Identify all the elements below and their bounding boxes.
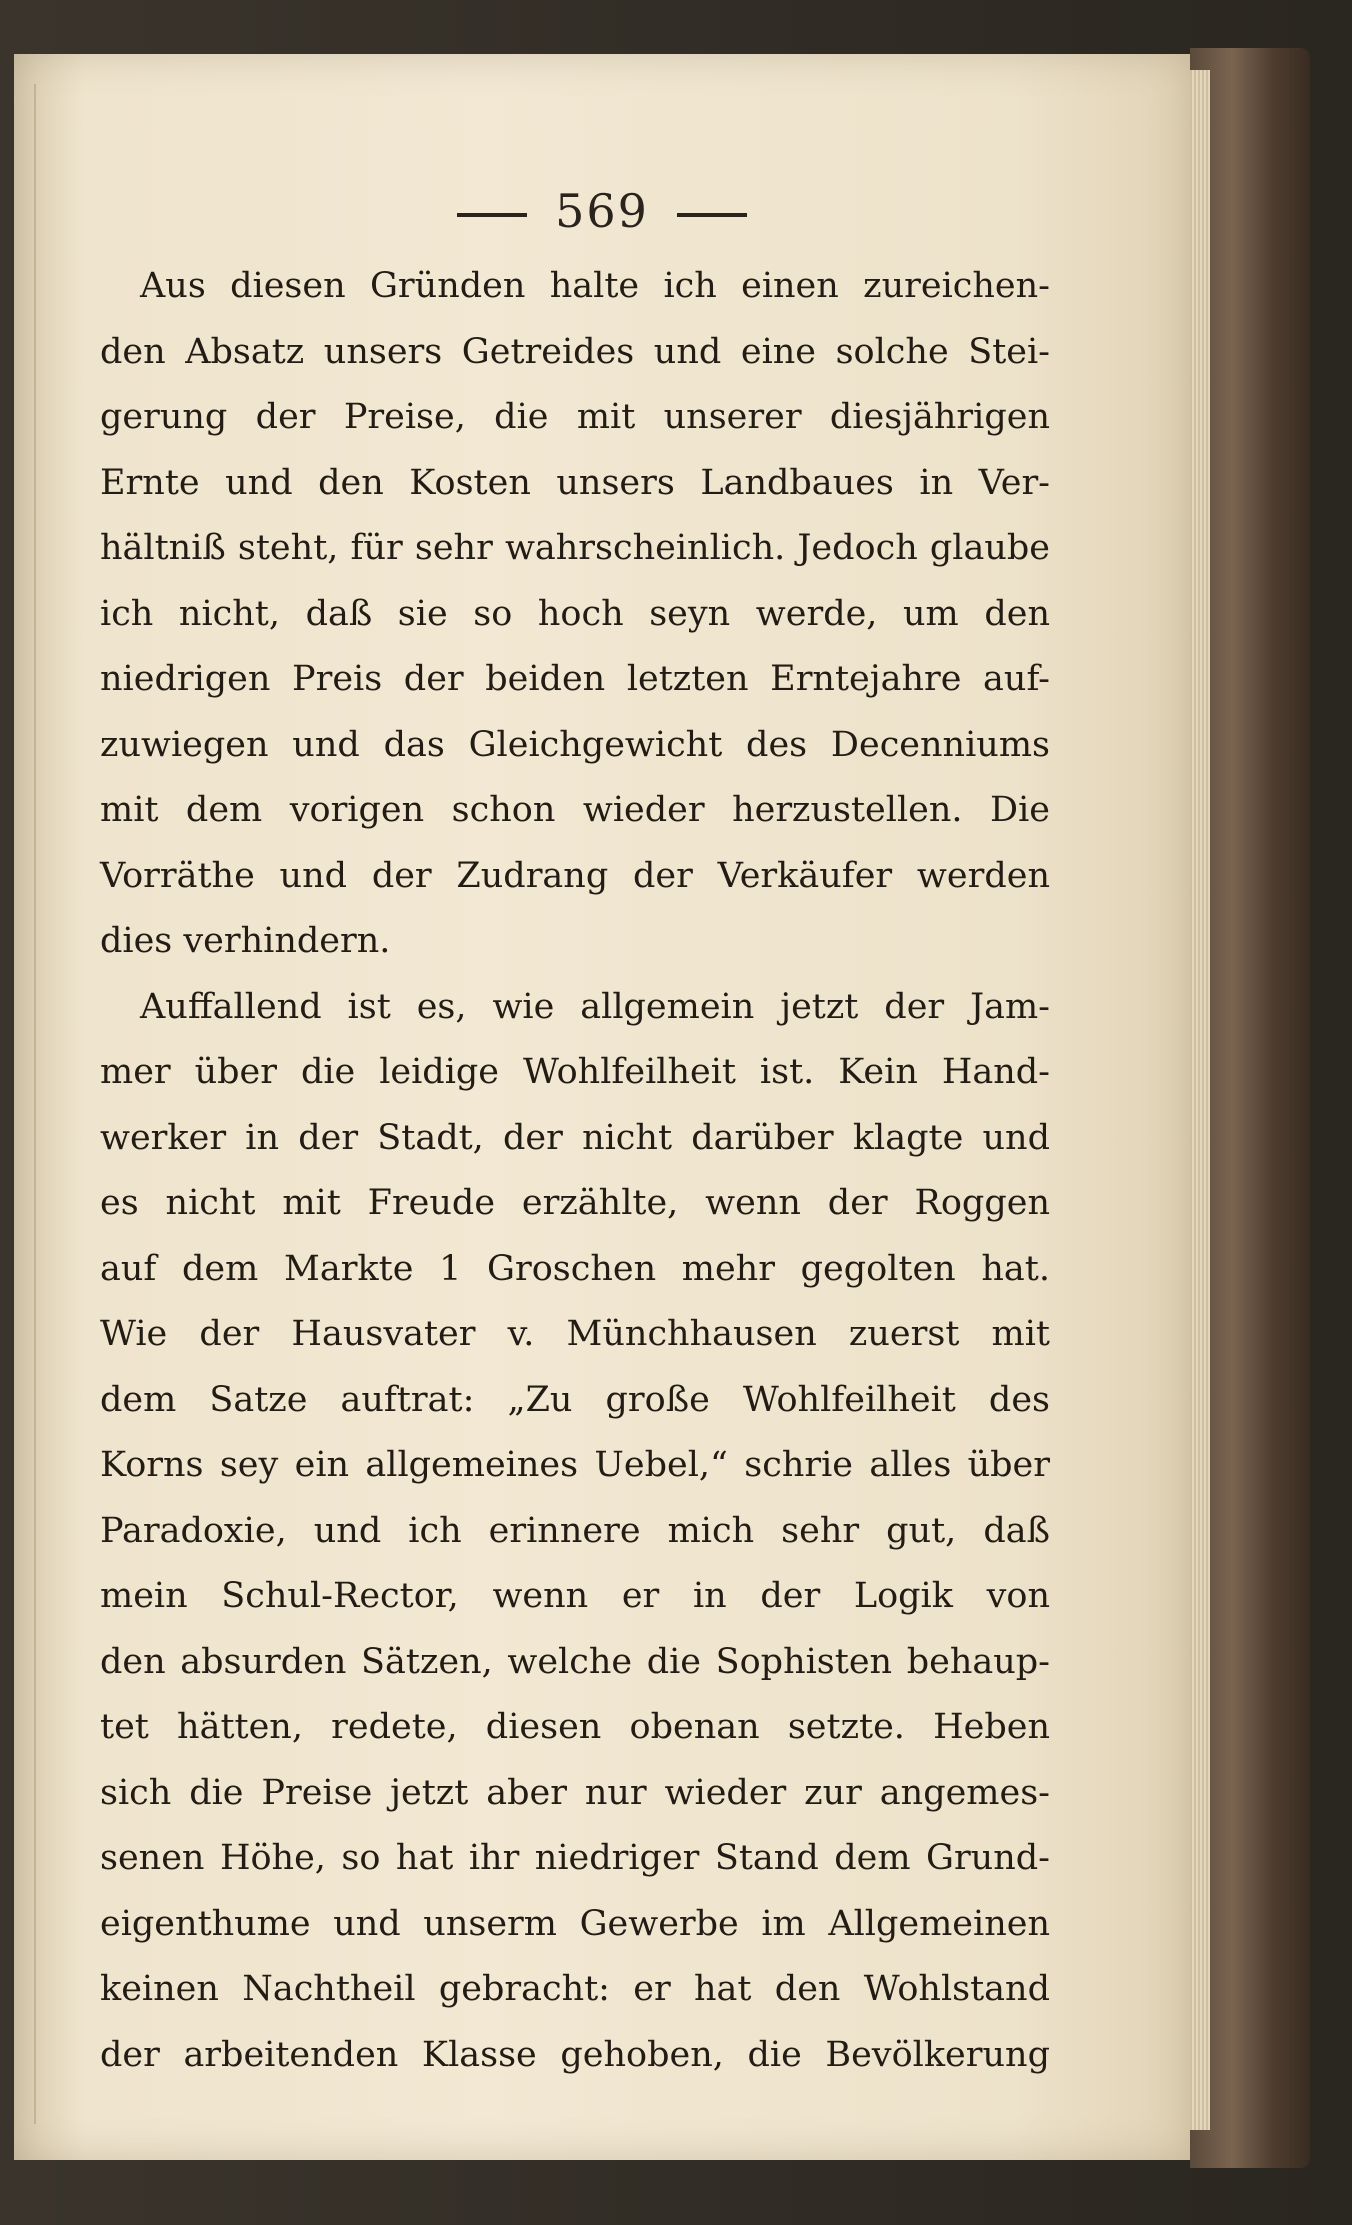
header-dash-left bbox=[457, 213, 527, 217]
text-line: keinen Nachtheil gebracht: er hat den Wohlstand bbox=[100, 1969, 1050, 2009]
header-dash-right bbox=[677, 213, 747, 217]
page-gutter bbox=[34, 84, 36, 2124]
text-line: Ernte und den Kosten unsers Landbaues in Ver- bbox=[100, 462, 1050, 503]
text-line: sich die Preise jetzt aber nur wieder zur angemes- bbox=[100, 1772, 1050, 1813]
text-line: ich nicht, daß sie so hoch seyn werde, um den bbox=[100, 593, 1050, 634]
book-page bbox=[14, 54, 1190, 2160]
text-line: dem Satze auftrat: „Zu große Wohlfeilheit des bbox=[100, 1379, 1050, 1420]
body-text bbox=[100, 254, 1050, 2088]
text-line: werker in der Stadt, der nicht darüber klagte und bbox=[100, 1117, 1050, 1158]
text-line: eigenthume und unserm Gewerbe im Allgemeinen bbox=[100, 1903, 1050, 1944]
text-line: senen Höhe, so hat ihr niedriger Stand dem Grund- bbox=[100, 1838, 1050, 1878]
text-line: Aus diesen Gründen halte ich einen zureichen- bbox=[140, 266, 1050, 306]
page-number: 569 bbox=[555, 184, 649, 238]
text-line: dies verhindern. bbox=[100, 921, 391, 961]
text-line: Korns sey ein allgemeines Uebel,“ schrie alles über bbox=[100, 1445, 1050, 1485]
text-line: es nicht mit Freude erzählte, wenn der Roggen bbox=[100, 1183, 1050, 1223]
paragraph-2 bbox=[100, 975, 1050, 2089]
text-line: mit dem vorigen schon wieder herzustellen. Die bbox=[100, 790, 1050, 830]
text-line: zuwiegen und das Gleichgewicht des Decenniums bbox=[100, 724, 1050, 765]
text-line: den absurden Sätzen, welche die Sophisten behaup- bbox=[100, 1641, 1050, 1682]
text-line: niedrigen Preis der beiden letzten Erntejahre auf- bbox=[100, 659, 1050, 699]
text-line: den Absatz unsers Getreides und eine solche Stei- bbox=[100, 331, 1050, 372]
text-line: mein Schul-Rector, wenn er in der Logik von bbox=[100, 1576, 1050, 1616]
text-line: Wie der Hausvater v. Münchhausen zuerst mit bbox=[100, 1314, 1050, 1354]
text-line: Vorräthe und der Zudrang der Verkäufer werden bbox=[100, 855, 1050, 896]
text-line: Auffallend ist es, wie allgemein jetzt der Jam- bbox=[140, 986, 1050, 1027]
paragraph-1 bbox=[100, 254, 1050, 975]
text-line: mer über die leidige Wohlfeilheit ist. Kein Hand- bbox=[100, 1052, 1050, 1092]
text-line: der arbeitenden Klasse gehoben, die Bevölkerung bbox=[100, 2034, 1050, 2075]
text-line: Paradoxie, und ich erinnere mich sehr gut, daß bbox=[100, 1510, 1050, 1551]
text-line: gerung der Preise, die mit unserer diesjährigen bbox=[100, 397, 1050, 437]
text-line: hältniß steht, für sehr wahrscheinlich. Jedoch glaube bbox=[100, 528, 1050, 568]
text-line: auf dem Markte 1 Groschen mehr gegolten hat. bbox=[100, 1248, 1050, 1289]
page-header bbox=[14, 184, 1190, 238]
text-line: tet hätten, redete, diesen obenan setzte. Heben bbox=[100, 1707, 1050, 1747]
